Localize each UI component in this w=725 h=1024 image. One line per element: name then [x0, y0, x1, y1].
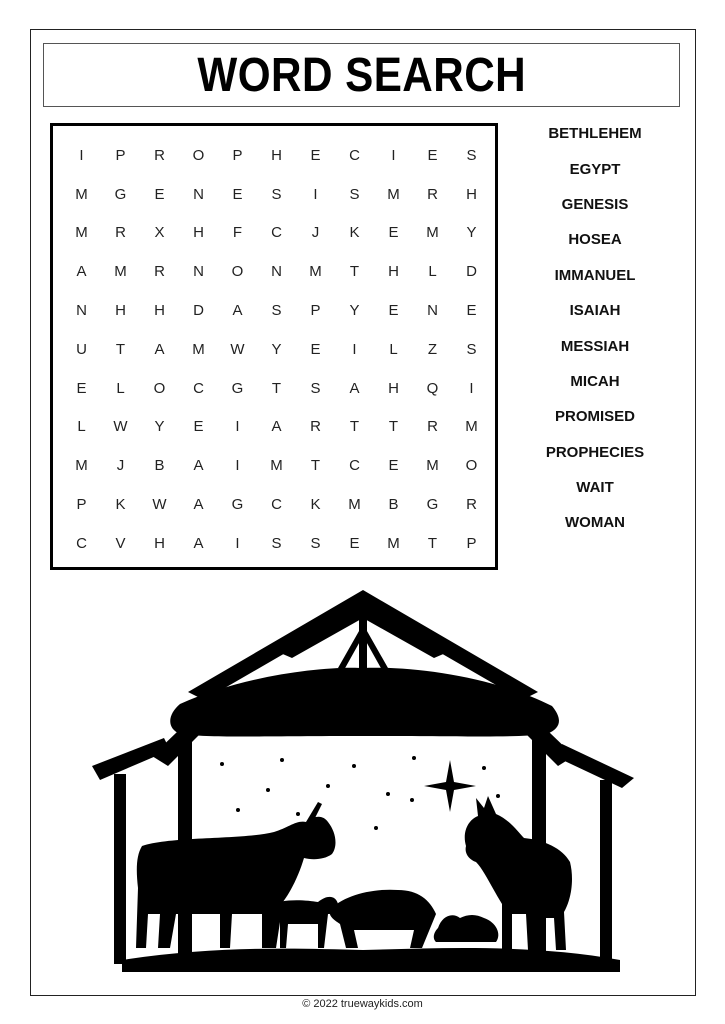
- grid-letter: B: [154, 457, 165, 475]
- grid-letter: L: [77, 418, 86, 436]
- grid-letter: T: [310, 457, 321, 475]
- word-list-item: WAIT: [576, 479, 614, 497]
- grid-letter: T: [388, 418, 399, 436]
- word-list-item: PROPHECIES: [545, 443, 645, 461]
- word-list-item: MICAH: [570, 372, 620, 390]
- grid-letter: D: [193, 302, 204, 320]
- word-list-item: GENESIS: [561, 195, 629, 213]
- grid-letter: H: [115, 302, 126, 320]
- grid-letter: W: [230, 340, 245, 358]
- grid-letter: E: [232, 185, 243, 203]
- grid-letter: R: [466, 496, 477, 514]
- grid-letter: E: [427, 146, 438, 164]
- grid-letter: A: [154, 340, 165, 358]
- grid-letter: F: [232, 224, 243, 242]
- grid-letter: M: [192, 340, 205, 358]
- grid-letter: H: [193, 224, 204, 242]
- grid-letter: R: [310, 418, 321, 436]
- grid-letter: W: [152, 496, 167, 514]
- grid-letter: T: [427, 534, 438, 552]
- word-list-item: MESSIAH: [560, 337, 630, 355]
- grid-letter: D: [466, 263, 477, 281]
- grid-letter: C: [271, 224, 282, 242]
- grid-letter: Y: [466, 224, 477, 242]
- word-list-item: ISAIAH: [569, 302, 621, 320]
- word-list-item: PROMISED: [554, 408, 635, 426]
- grid-letter: C: [76, 534, 87, 552]
- grid-letter: C: [349, 457, 360, 475]
- grid-letter: E: [388, 457, 399, 475]
- grid-letter: R: [154, 146, 165, 164]
- grid-letter: O: [231, 263, 244, 281]
- grid-letter: M: [387, 185, 400, 203]
- grid-letter: C: [349, 146, 360, 164]
- word-search-grid: [62, 136, 491, 563]
- grid-letter: S: [466, 146, 477, 164]
- title-box: [43, 43, 680, 107]
- grid-letter: A: [349, 379, 360, 397]
- grid-letter: R: [427, 418, 438, 436]
- grid-letter: S: [310, 534, 321, 552]
- grid-letter: M: [270, 457, 283, 475]
- word-search-grid-frame: [50, 123, 498, 570]
- grid-letter: A: [193, 496, 204, 514]
- grid-letter: X: [154, 224, 165, 242]
- grid-letter: N: [193, 185, 204, 203]
- grid-letter: T: [271, 379, 282, 397]
- grid-letter: E: [76, 379, 87, 397]
- grid-letter: R: [154, 263, 165, 281]
- grid-letter: N: [271, 263, 282, 281]
- grid-letter: M: [387, 534, 400, 552]
- grid-letter: M: [75, 224, 88, 242]
- grid-letter: C: [193, 379, 204, 397]
- word-list: [525, 116, 665, 541]
- grid-letter: E: [310, 340, 321, 358]
- grid-letter: Y: [271, 340, 282, 358]
- grid-letter: A: [76, 263, 87, 281]
- grid-letter: K: [349, 224, 360, 242]
- grid-letter: M: [75, 185, 88, 203]
- grid-letter: I: [235, 534, 240, 552]
- nativity-scene-illustration: [92, 588, 634, 980]
- grid-letter: I: [235, 457, 240, 475]
- grid-letter: G: [231, 379, 244, 397]
- grid-letter: M: [426, 224, 439, 242]
- grid-letter: Y: [349, 302, 360, 320]
- grid-letter: L: [428, 263, 437, 281]
- grid-letter: M: [309, 263, 322, 281]
- grid-letter: E: [388, 224, 399, 242]
- grid-letter: I: [313, 185, 318, 203]
- grid-letter: H: [154, 534, 165, 552]
- grid-letter: M: [114, 263, 127, 281]
- grid-letter: E: [193, 418, 204, 436]
- grid-letter: E: [310, 146, 321, 164]
- grid-letter: I: [235, 418, 240, 436]
- grid-letter: Y: [154, 418, 165, 436]
- page-title: WORD SEARCH: [197, 48, 526, 102]
- grid-letter: S: [271, 302, 282, 320]
- grid-letter: P: [115, 146, 126, 164]
- grid-letter: G: [426, 496, 439, 514]
- grid-letter: G: [114, 185, 127, 203]
- grid-letter: E: [466, 302, 477, 320]
- grid-letter: K: [115, 496, 126, 514]
- grid-letter: P: [76, 496, 87, 514]
- grid-letter: M: [348, 496, 361, 514]
- word-list-item: IMMANUEL: [554, 266, 636, 284]
- grid-letter: H: [154, 302, 165, 320]
- grid-letter: T: [115, 340, 126, 358]
- grid-letter: A: [271, 418, 282, 436]
- grid-letter: P: [232, 146, 243, 164]
- grid-letter: O: [192, 146, 205, 164]
- grid-letter: L: [389, 340, 398, 358]
- grid-letter: S: [310, 379, 321, 397]
- grid-letter: C: [271, 496, 282, 514]
- grid-letter: V: [115, 534, 126, 552]
- grid-letter: N: [193, 263, 204, 281]
- grid-letter: I: [352, 340, 357, 358]
- grid-letter: P: [466, 534, 477, 552]
- grid-letter: E: [349, 534, 360, 552]
- grid-letter: N: [76, 302, 87, 320]
- grid-letter: A: [193, 457, 204, 475]
- grid-letter: J: [311, 224, 320, 242]
- grid-letter: T: [349, 263, 360, 281]
- grid-letter: H: [271, 146, 282, 164]
- word-list-item: WOMAN: [565, 514, 625, 532]
- grid-letter: I: [391, 146, 396, 164]
- grid-letter: S: [271, 185, 282, 203]
- grid-letter: U: [76, 340, 87, 358]
- grid-letter: M: [426, 457, 439, 475]
- grid-letter: Z: [427, 340, 438, 358]
- grid-letter: M: [75, 457, 88, 475]
- grid-letter: E: [388, 302, 399, 320]
- grid-letter: R: [115, 224, 126, 242]
- grid-letter: I: [469, 379, 474, 397]
- grid-letter: H: [466, 185, 477, 203]
- grid-letter: E: [154, 185, 165, 203]
- copyright-footer: © 2022 truewaykids.com: [302, 998, 423, 1010]
- grid-letter: S: [466, 340, 477, 358]
- grid-letter: L: [116, 379, 125, 397]
- grid-letter: P: [310, 302, 321, 320]
- grid-letter: B: [388, 496, 399, 514]
- grid-letter: Q: [426, 379, 439, 397]
- grid-letter: H: [388, 379, 399, 397]
- grid-letter: G: [231, 496, 244, 514]
- grid-letter: S: [349, 185, 360, 203]
- grid-letter: J: [116, 457, 125, 475]
- grid-letter: T: [349, 418, 360, 436]
- word-list-item: HOSEA: [568, 231, 622, 249]
- grid-letter: A: [193, 534, 204, 552]
- grid-letter: O: [153, 379, 166, 397]
- grid-letter: K: [310, 496, 321, 514]
- grid-letter: I: [79, 146, 84, 164]
- grid-letter: S: [271, 534, 282, 552]
- grid-letter: O: [465, 457, 478, 475]
- grid-letter: R: [427, 185, 438, 203]
- grid-letter: W: [113, 418, 128, 436]
- word-list-item: BETHLEHEM: [548, 125, 642, 143]
- grid-letter: A: [232, 302, 243, 320]
- grid-letter: H: [388, 263, 399, 281]
- grid-letter: N: [427, 302, 438, 320]
- grid-letter: M: [465, 418, 478, 436]
- word-list-item: EGYPT: [569, 160, 621, 178]
